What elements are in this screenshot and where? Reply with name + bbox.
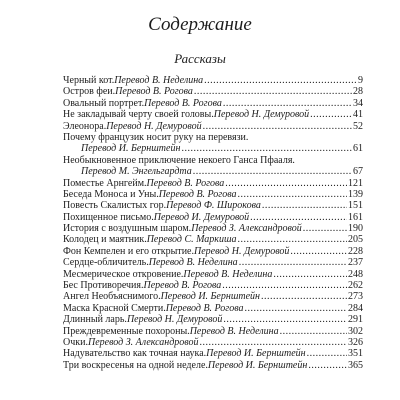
page-number: 61 <box>353 143 363 155</box>
dot-leader <box>239 257 347 268</box>
toc-line <box>63 326 363 337</box>
page-number: 121 <box>348 177 363 189</box>
page-number: 52 <box>353 120 363 132</box>
translator-credit: Перевод В. Рогова <box>143 280 222 292</box>
toc-entry <box>63 98 363 109</box>
story-title: Преждевременные похороны. <box>63 325 190 337</box>
story-title: Маска Красной Смерти. <box>63 302 166 314</box>
translator-credit: Перевод В. Неделина <box>114 75 204 86</box>
story-title: Длинный ларь. <box>63 314 127 326</box>
page-number: 67 <box>353 166 363 178</box>
story-title: Черный кот. <box>63 75 115 86</box>
toc-line <box>63 109 363 120</box>
story-title: Необыкновенное приключение некоего Ганса Пфааля. <box>63 154 295 166</box>
dot-leader <box>280 326 347 337</box>
section-title: Рассказы <box>174 51 226 66</box>
table-of-contents <box>63 75 363 371</box>
toc-line <box>63 200 363 211</box>
dot-leader <box>250 212 347 223</box>
page-number: 151 <box>348 200 363 212</box>
page-number: 351 <box>348 348 363 360</box>
toc-line <box>63 314 363 325</box>
toc-line <box>63 246 363 257</box>
page-number: 302 <box>348 325 363 337</box>
translator-credit: Перевод Ф. Широкова <box>166 200 261 212</box>
page-number: 248 <box>348 268 363 280</box>
translator-credit: Перевод В. Рогова <box>144 97 222 109</box>
toc-entry <box>63 178 363 189</box>
toc-line <box>63 291 363 302</box>
story-title: Фон Кемпелен и его открытие. <box>63 245 194 257</box>
toc-entry <box>63 234 363 245</box>
toc-entry <box>63 269 363 280</box>
dot-leader <box>290 246 347 257</box>
dot-leader <box>238 234 347 245</box>
page-number: 161 <box>348 211 363 223</box>
page-number: 41 <box>353 109 363 121</box>
translator-credit: Перевод И. Бернштейн <box>160 291 261 303</box>
page-title: Содержание <box>148 14 252 35</box>
toc-line <box>63 98 363 109</box>
toc-line <box>63 121 363 132</box>
dot-leader <box>273 269 347 280</box>
toc-entry <box>63 86 363 97</box>
toc-entry <box>63 360 363 371</box>
toc-entry <box>63 303 363 314</box>
toc-line <box>63 360 363 371</box>
dot-leader <box>223 314 347 325</box>
story-title: Почему французик носит руку на перевязи. <box>63 131 249 143</box>
toc-entry <box>63 155 363 178</box>
toc-entry <box>63 291 363 302</box>
story-title: История с воздушным шаром. <box>63 223 192 235</box>
toc-line <box>63 212 363 223</box>
page-number: 9 <box>358 75 363 86</box>
toc-line <box>63 155 363 166</box>
toc-line <box>63 303 363 314</box>
dot-leader <box>204 75 357 86</box>
translator-credit: Перевод В. Рогова <box>165 302 244 314</box>
story-title: Надувательство как точная наука. <box>63 348 207 360</box>
story-title: Колодец и маятник. <box>63 234 147 246</box>
page-number: 273 <box>348 291 363 303</box>
dot-leader <box>225 178 347 189</box>
toc-entry <box>63 337 363 348</box>
translator-credit: Перевод Н. Демуровой <box>213 109 310 121</box>
story-title: Похищенное письмо. <box>63 211 154 223</box>
page-number: 365 <box>348 359 363 371</box>
toc-entry <box>63 246 363 257</box>
translator-credit: Перевод В. Неделина <box>183 268 273 280</box>
story-title: Ангел Необъяснимого. <box>63 291 161 303</box>
story-title: Беседа Моноса и Уны. <box>63 188 159 200</box>
toc-line <box>63 223 363 234</box>
translator-credit: Перевод И. Демуровой <box>153 211 250 223</box>
dot-leader <box>262 200 347 211</box>
dot-leader <box>308 360 347 371</box>
page-number: 139 <box>348 188 363 200</box>
toc-entry <box>63 132 363 155</box>
toc-entry <box>63 257 363 268</box>
translator-credit: Перевод В. Рогова <box>146 177 225 189</box>
story-title: Очки. <box>63 336 88 348</box>
toc-entry <box>63 75 363 86</box>
toc-line <box>63 337 363 348</box>
page-number: 190 <box>348 223 363 235</box>
story-title: Поместье Арнгейм. <box>63 177 147 189</box>
toc-entry <box>63 189 363 200</box>
dot-leader <box>223 98 352 109</box>
page-number: 262 <box>348 280 363 292</box>
dot-leader <box>181 143 352 154</box>
toc-entry <box>63 348 363 359</box>
page-number: 28 <box>353 86 363 98</box>
toc-entry <box>63 200 363 211</box>
page-number: 284 <box>348 302 363 314</box>
page-number: 34 <box>353 97 363 109</box>
toc-entry <box>63 109 363 120</box>
dot-leader <box>244 303 347 314</box>
toc-entry <box>63 326 363 337</box>
translator-credit: Перевод В. Рогова <box>158 188 237 200</box>
toc-line <box>63 269 363 280</box>
translator-credit: Перевод И. Бернштейн <box>207 359 308 371</box>
translator-credit: Перевод Н. Демуровой <box>194 245 290 257</box>
page-number: 205 <box>348 234 363 246</box>
toc-line <box>63 143 363 154</box>
translator-credit: Перевод З. Александровой <box>87 336 199 348</box>
translator-credit: Перевод В. Неделина <box>189 325 279 337</box>
dot-leader <box>194 86 352 97</box>
story-title: Элеонора. <box>63 120 107 132</box>
dot-leader <box>303 223 347 234</box>
translator-credit: Перевод М. Энгельгардта <box>81 166 192 178</box>
dot-leader <box>200 337 347 348</box>
translator-credit: Перевод Н. Демуровой <box>126 314 223 326</box>
dot-leader <box>310 109 352 120</box>
dot-leader <box>237 189 347 200</box>
story-title: Не закладывай черту своей головы. <box>63 109 214 121</box>
translator-credit: Перевод Н. Демуровой <box>106 120 202 132</box>
dot-leader <box>203 121 352 132</box>
toc-line <box>63 166 363 177</box>
toc-line <box>63 257 363 268</box>
toc-entry <box>63 223 363 234</box>
story-title: Три воскресенья на одной неделе. <box>63 359 208 371</box>
dot-leader <box>261 291 347 302</box>
toc-line <box>63 75 363 86</box>
page-number: 326 <box>348 336 363 348</box>
toc-line <box>63 234 363 245</box>
story-title: Овальный портрет. <box>63 97 145 109</box>
story-title: Повесть Скалистых гор. <box>63 200 167 212</box>
story-title: Бес Противоречия. <box>63 280 144 292</box>
story-title: Сердце-обличитель. <box>63 257 149 269</box>
toc-entry <box>63 280 363 291</box>
toc-entry <box>63 314 363 325</box>
dot-leader <box>307 348 347 359</box>
toc-line <box>63 280 363 291</box>
dot-leader <box>193 166 352 177</box>
page-number: 228 <box>348 245 363 257</box>
translator-credit: Перевод С. Маркиша <box>146 234 237 246</box>
page-number: 291 <box>348 314 363 326</box>
dot-leader <box>222 280 347 291</box>
toc-line <box>63 178 363 189</box>
translator-credit: Перевод И. Бернштейн <box>206 348 306 360</box>
toc-entry <box>63 121 363 132</box>
story-title: Остров феи. <box>63 86 116 98</box>
translator-credit: Перевод З. Александровой <box>191 223 302 235</box>
toc-line <box>63 348 363 359</box>
translator-credit: Перевод В. Неделина <box>148 257 238 269</box>
translator-credit: Перевод И. Бернштейн <box>81 143 181 155</box>
toc-entry <box>63 212 363 223</box>
story-title: Месмерическое откровение. <box>63 268 184 280</box>
page-number: 237 <box>348 257 363 269</box>
toc-line <box>63 189 363 200</box>
toc-line <box>63 86 363 97</box>
translator-credit: Перевод В. Рогова <box>115 86 193 98</box>
toc-line <box>63 132 363 143</box>
